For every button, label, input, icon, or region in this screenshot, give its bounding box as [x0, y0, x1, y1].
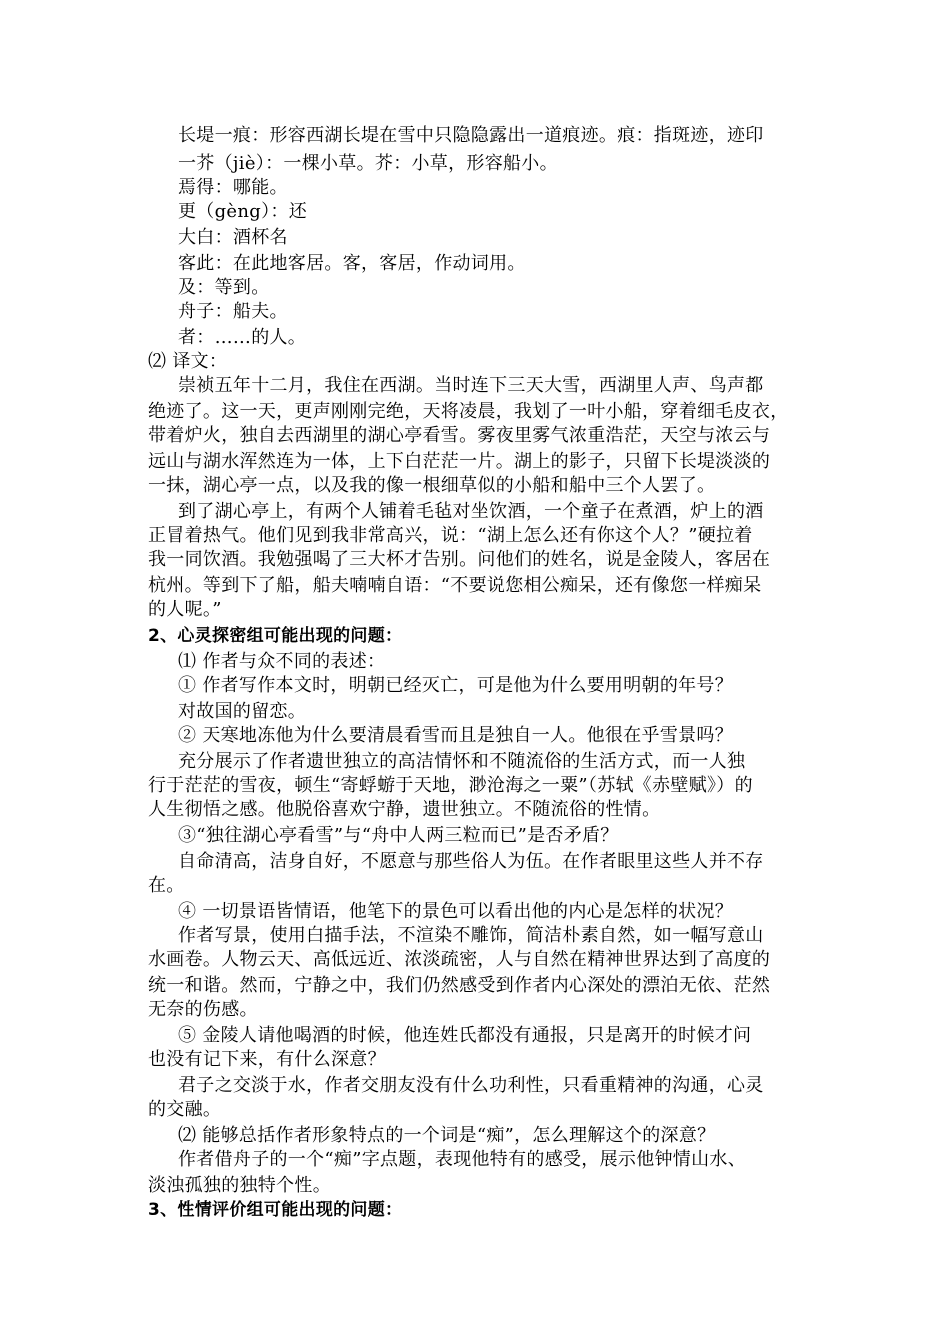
answer-line: 君子之交淡于水，作者交朋友没有什么功利性，只看重精神的沟通，心灵: [178, 1075, 764, 1096]
section-label-translation: ⑵ 译文：: [148, 351, 228, 372]
annotation-line: 及：等到。: [178, 277, 270, 298]
annotation-line: 舟子：船夫。: [178, 301, 288, 322]
paragraph-line: 的人呢。”: [148, 599, 222, 620]
answer-line: 行于茫茫的雪夜，顿生“寄蜉蝣于天地，渺沧海之一粟”（苏轼《赤壁赋》）的: [148, 775, 753, 796]
paragraph-line: 正冒着热气。他们见到我非常高兴，说：“湖上怎么还有你这个人？”硬拉着: [148, 525, 753, 546]
annotation-line: 者：……的人。: [178, 327, 307, 348]
paragraph-line: 到了湖心亭上，有两个人铺着毛毡对坐饮酒，一个童子在煮酒，炉上的酒: [178, 501, 764, 522]
answer-line: 充分展示了作者遗世独立的高洁情怀和不随流俗的生活方式，而一人独: [178, 751, 746, 772]
answer-line: 的交融。: [148, 1099, 222, 1120]
answer-line: 作者借舟子的一个“痴”字点题，表现他特有的感受，展示他钟情山水、: [178, 1149, 747, 1170]
answer-line: 人生彻悟之感。他脱俗喜欢宁静，遗世独立。不随流俗的性情。: [148, 799, 661, 820]
annotation-line: 更（gèng）：还: [178, 201, 307, 222]
annotation-line: 焉得：哪能。: [178, 177, 288, 198]
section-heading-2: 2、心灵探密组可能出现的问题：: [148, 626, 403, 646]
paragraph-line: 远山与湖水浑然连为一体，上下白茫茫一片。湖上的影子，只留下长堤淡淡的: [148, 451, 771, 472]
paragraph-line: 带着炉火，独自去西湖里的湖心亭看雪。雾夜里雾气浓重浩茫，天空与浓云与: [148, 425, 771, 446]
question-line: ③“独往湖心亭看雪”与“舟中人两三粒而已”是否矛盾？: [178, 825, 619, 846]
answer-line: 无奈的伤感。: [148, 999, 258, 1020]
answer-line: 对故国的留恋。: [178, 701, 307, 722]
answer-line: 淡浊孤独的独特个性。: [148, 1175, 331, 1196]
question-line: ⑴ 作者与众不同的表述：: [178, 651, 386, 672]
question-line: ⑵ 能够总括作者形象特点的一个词是“痴”，怎么理解这个的深意？: [178, 1125, 716, 1146]
question-line: ① 作者写作本文时，明朝已经灭亡，可是他为什么要用明朝的年号？: [178, 675, 734, 696]
annotation-line: 一芥（jiè）：一棵小草。芥：小草，形容船小。: [178, 153, 558, 174]
answer-line: 水画卷。人物云天、高低远近、浓淡疏密，人与自然在精神世界达到了高度的: [148, 949, 771, 970]
question-line: ④ 一切景语皆情语，他笔下的景色可以看出他的内心是怎样的状况？: [178, 901, 734, 922]
paragraph-line: 杭州。等到下了船，船夫喃喃自语：“不要说您相公痴呆，还有像您一样痴呆: [148, 575, 762, 596]
answer-line: 作者写景，使用白描手法，不渲染不雕饰，简洁朴素自然，如一幅写意山: [178, 925, 764, 946]
annotation-line: 客此：在此地客居。客，客居，作动词用。: [178, 253, 526, 274]
answer-line: 在。: [148, 875, 185, 896]
paragraph-line: 我一同饮酒。我勉强喝了三大杯才告别。问他们的姓名，说是金陵人，客居在: [148, 549, 771, 570]
answer-line: 统一和谐。然而，宁静之中，我们仍然感受到作者内心深处的漂泊无依、茫然: [148, 975, 771, 996]
question-line: ② 天寒地冻他为什么要清晨看雪而且是独自一人。他很在乎雪景吗？: [178, 725, 734, 746]
annotation-line: 大白：酒杯名: [178, 227, 288, 248]
question-line: ⑤ 金陵人请他喝酒的时候，他连姓氏都没有通报，只是离开的时候才问: [178, 1025, 752, 1046]
question-line: 也没有记下来，有什么深意？: [148, 1049, 386, 1070]
answer-line: 自命清高，洁身自好，不愿意与那些俗人为伍。在作者眼里这些人并不存: [178, 851, 764, 872]
paragraph-line: 绝迹了。这一天，更声刚刚完绝，天将凌晨，我划了一叶小船，穿着细毛皮衣，: [148, 401, 789, 422]
section-heading-3: 3、性情评价组可能出现的问题：: [148, 1200, 403, 1220]
annotation-line: 长堤一痕：形容西湖长堤在雪中只隐隐露出一道痕迹。痕：指斑迹，迹印: [178, 125, 764, 146]
paragraph-line: 一抹，湖心亭一点，以及我的像一根细草似的小船和船中三个人罢了。: [148, 475, 716, 496]
paragraph-line: 崇祯五年十二月，我住在西湖。当时连下三天大雪，西湖里人声、鸟声都: [178, 375, 764, 396]
